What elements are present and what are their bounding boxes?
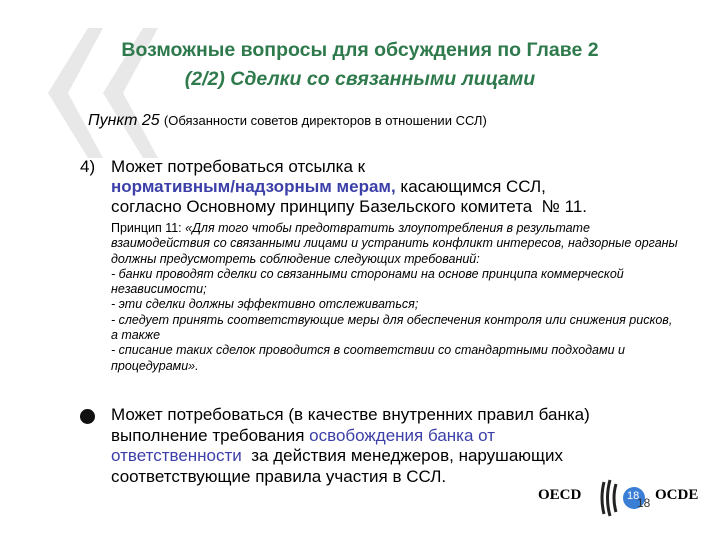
title-line-2: (2/2) Сделки со связанными лицами xyxy=(184,68,536,90)
principle-intro: «Для того чтобы предотвратить злоупотребления в результате взаимодействия со связанными лицами и устранить конфликт интересов, надзорные органы должны предусмотреть соблюдение следующих требований: xyxy=(111,221,678,266)
bullet-highlight-text-2: ответственности xyxy=(111,446,242,465)
bullet-line-3-rest: за действия менеджеров, нарушающих xyxy=(241,446,564,465)
item-4-line-2-rest: касающимся ССЛ, xyxy=(395,177,546,196)
principle-requirement-1: - банки проводят сделки со связанными сторонами на основе принципа коммерческой независимости; xyxy=(111,266,624,297)
item-4-body xyxy=(111,157,587,217)
page-number-shadow: 18 xyxy=(637,496,651,510)
item-4-line-2 xyxy=(111,177,587,197)
punkt-note: (Обязанности советов директоров в отношении ССЛ) xyxy=(163,113,487,128)
bullet-icon xyxy=(80,409,95,424)
item-4-line-3: согласно Основному принципу Базельского комитета № 11. xyxy=(111,197,588,216)
punkt-label: Пункт 25 xyxy=(88,112,160,129)
title-line-1: Возможные вопросы для обсуждения по Главе 2 xyxy=(121,39,599,61)
punkt-heading xyxy=(88,112,487,130)
principle-requirement-4: - списание таких сделок проводится в соответствии со стандартными подходами и процедурами». xyxy=(111,343,625,373)
item-4-bold-text: нормативным/надзорным мерам, xyxy=(111,177,396,196)
principle-requirement-3: - следует принять соответствующие меры для обеспечения контроля или снижения рисков, а также xyxy=(111,312,673,343)
item-4-line-1: Может потребоваться отсылка к xyxy=(111,157,366,176)
item-4-number: 4) xyxy=(80,157,96,176)
page-number: 18 xyxy=(627,490,640,502)
bullet-line-1: Может потребоваться (в качестве внутренних правил банка) xyxy=(111,405,590,424)
bullet-highlight-text: освобождения банка от xyxy=(309,425,496,445)
principle-requirement-2: - эти сделки должны эффективно отслеживаться; xyxy=(111,297,419,312)
bullet-line-2-text: выполнение требования xyxy=(111,425,310,445)
bullet-line-2 xyxy=(111,426,590,447)
bullet-line-3 xyxy=(111,446,590,467)
bullet-line-4: соответствующие правила участия в ССЛ. xyxy=(111,466,447,486)
slide-title xyxy=(0,36,720,94)
principle-label: Принцип 11: xyxy=(111,221,186,235)
ocde-logo-text: OCDE xyxy=(655,487,699,503)
bullet-item-body xyxy=(111,405,590,487)
principle-11-quote xyxy=(111,221,679,374)
oecd-logo-text: OECD xyxy=(538,487,582,503)
